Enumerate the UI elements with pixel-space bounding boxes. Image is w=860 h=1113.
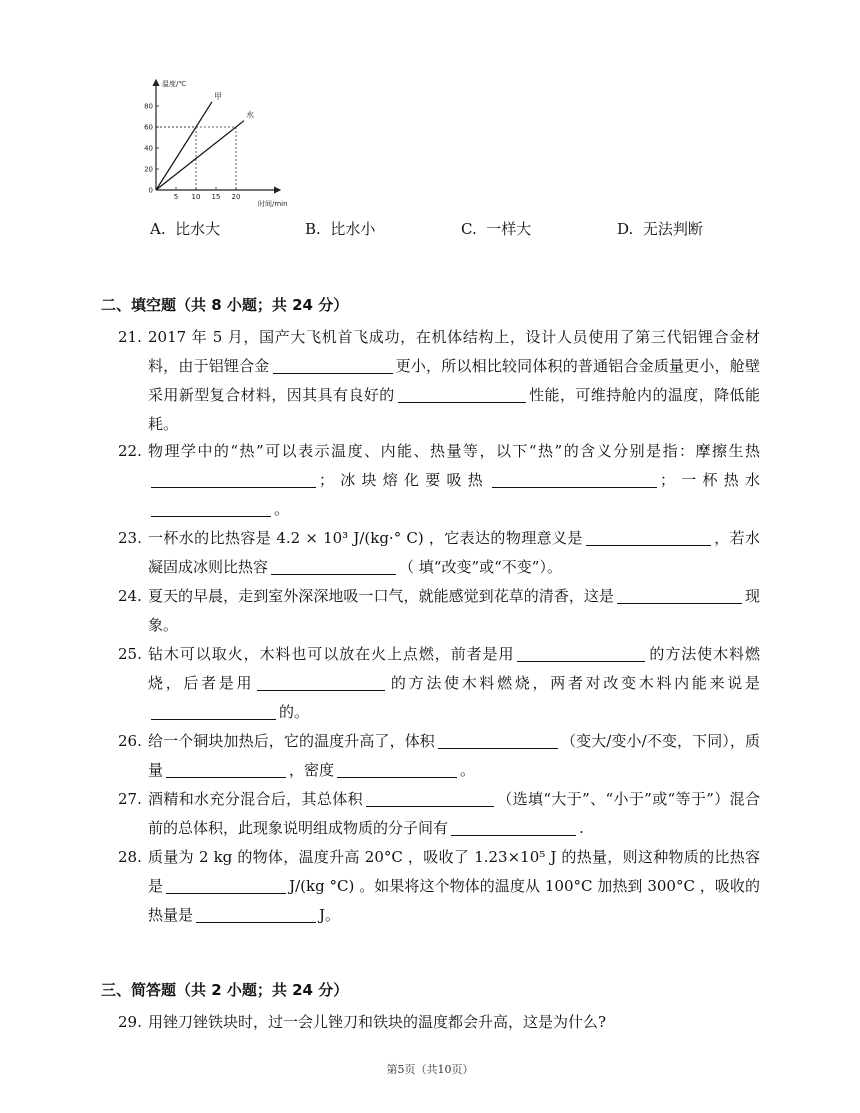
option-a-text: 比水大 bbox=[175, 220, 221, 238]
answer-blank[interactable] bbox=[617, 584, 742, 604]
question-text: 。 bbox=[460, 761, 476, 779]
question-number: 28. bbox=[118, 848, 142, 866]
x-tick-label: 10 bbox=[191, 193, 201, 201]
question-26 bbox=[118, 727, 760, 785]
answer-blank[interactable] bbox=[196, 903, 316, 923]
series-label-1: 甲 bbox=[214, 91, 222, 101]
question-24 bbox=[118, 582, 760, 640]
question-text: J/(kg °C) 。如果将这个物体的温度从 100°C 加热到 300°C ，吸收的热量是 bbox=[148, 877, 760, 924]
answer-blank[interactable] bbox=[273, 354, 393, 374]
option-a[interactable] bbox=[150, 218, 220, 239]
question-text: . bbox=[579, 819, 584, 837]
answer-blank[interactable] bbox=[166, 874, 286, 894]
question-number: 21. bbox=[118, 328, 142, 346]
question-text: ，若水凝固成冰则比热容 bbox=[148, 529, 760, 576]
question-27 bbox=[118, 785, 760, 843]
y-tick-label: 80 bbox=[144, 102, 153, 111]
question-text: 用锉刀锉铁块时，过一会儿锉刀和铁块的温度都会升高，这是为什么? bbox=[148, 1013, 607, 1031]
question-number: 22. bbox=[118, 442, 142, 460]
question-number: 26. bbox=[118, 732, 142, 750]
question-text: 的。 bbox=[279, 703, 310, 721]
question-text: 2017 年 5 月，国产大飞机首飞成功，在机体结构上，设计人员使用了第三代铝锂合金材料，由于铝锂合金 bbox=[148, 328, 760, 375]
y-tick-label: 40 bbox=[144, 144, 153, 153]
answer-blank[interactable] bbox=[438, 729, 558, 749]
series-label-2: 水 bbox=[246, 110, 254, 120]
section-heading-fill-in: 二、填空题（共 8 小题；共 24 分） bbox=[101, 296, 349, 314]
answer-blank[interactable] bbox=[398, 383, 526, 403]
x-tick-label: 15 bbox=[211, 193, 221, 201]
question-number: 29. bbox=[118, 1013, 142, 1031]
option-c-text: 一样大 bbox=[486, 220, 532, 238]
question-number: 25. bbox=[118, 645, 142, 663]
question-text: 夏天的早晨，走到室外深深地吸一口气，就能感觉到花草的清香，这是 bbox=[148, 587, 614, 605]
question-text: （ 填“改变”或“不变”）。 bbox=[399, 558, 562, 576]
question-text: （变大/变小/不变，下同），质量 bbox=[148, 732, 760, 779]
question-21 bbox=[118, 323, 760, 439]
question-text: 一杯水的比热容是 4.2 × 10³ J/(kg·° C) ，它表达的物理意义是 bbox=[148, 529, 583, 547]
question-text: 性能，可维持舱内的温度，降低能耗。 bbox=[148, 386, 760, 433]
answer-blank[interactable] bbox=[257, 671, 385, 691]
question-number: 24. bbox=[118, 587, 142, 605]
question-text: ，密度 bbox=[289, 761, 335, 779]
answer-blank[interactable] bbox=[166, 758, 286, 778]
x-tick-label: 20 bbox=[231, 193, 241, 201]
option-d[interactable] bbox=[617, 218, 703, 239]
question-text: 的方法使木料燃烧，两者对改变木料内能来说是 bbox=[388, 674, 760, 692]
question-25 bbox=[118, 640, 760, 727]
series-line-2 bbox=[156, 121, 244, 190]
answer-blank[interactable] bbox=[366, 787, 494, 807]
series-line-1 bbox=[156, 102, 212, 190]
question-text: 的方法使木料燃烧，后者是用 bbox=[148, 645, 760, 692]
answer-blank[interactable] bbox=[517, 642, 645, 662]
section-heading-short-answer: 三、简答题（共 2 小题；共 24 分） bbox=[101, 981, 349, 999]
question-number: 23. bbox=[118, 529, 142, 547]
question-22 bbox=[118, 437, 760, 524]
question-text: 。 bbox=[274, 500, 290, 518]
question-text: 物理学中的“热”可以表示温度、内能、热量等，以下“热”的含义分别是指：摩擦生热 bbox=[148, 442, 760, 460]
option-b[interactable] bbox=[305, 218, 375, 239]
question-text: J。 bbox=[319, 906, 341, 924]
answer-blank[interactable] bbox=[271, 555, 396, 575]
option-b-letter: B. bbox=[305, 220, 321, 238]
option-d-text: 无法判断 bbox=[642, 220, 703, 238]
chart-series bbox=[156, 92, 254, 190]
answer-blank[interactable] bbox=[337, 758, 457, 778]
y-tick-label: 0 bbox=[148, 186, 153, 195]
question-text: 更小，所以相比较同体积的普通铝合金质量更小，舱壁采用新型复合材料，因其具有良好的 bbox=[148, 357, 760, 404]
chart-ylabel: 温度/℃ bbox=[162, 80, 187, 88]
question-text: 质量为 2 kg 的物体，温度升高 20°C ，吸收了 1.23×10⁵ J 的热量，则这种物质的比热容是 bbox=[148, 848, 760, 895]
question-text: 钻木可以取火，木料也可以放在火上点燃，前者是用 bbox=[148, 645, 515, 663]
answer-blank[interactable] bbox=[586, 526, 711, 546]
answer-blank[interactable] bbox=[492, 468, 657, 488]
question-text: （选填“大于”、“小于”或“等于”）混合前的总体积，此现象说明组成物质的分子间有 bbox=[148, 790, 760, 837]
option-b-text: 比水小 bbox=[330, 220, 376, 238]
question-text: ；冰块熔化要吸热 bbox=[319, 471, 489, 489]
question-text: 现象。 bbox=[148, 587, 760, 634]
option-c-letter: C. bbox=[461, 220, 477, 238]
answer-blank[interactable] bbox=[451, 816, 576, 836]
answer-blank[interactable] bbox=[151, 497, 271, 517]
answer-blank[interactable] bbox=[151, 468, 316, 488]
temperature-time-chart bbox=[140, 75, 305, 215]
option-c[interactable] bbox=[461, 218, 531, 239]
chart-xlabel: 时间/min bbox=[258, 200, 288, 208]
question-29 bbox=[118, 1008, 760, 1037]
question-text: 酒精和水充分混合后，其总体积 bbox=[148, 790, 363, 808]
y-tick-label: 60 bbox=[144, 123, 153, 132]
question-text: 给一个铜块加热后，它的温度升高了，体积 bbox=[148, 732, 435, 750]
y-tick-label: 20 bbox=[144, 165, 153, 174]
x-tick-label: 5 bbox=[173, 193, 179, 201]
answer-blank[interactable] bbox=[151, 700, 276, 720]
question-text: ；一杯热水 bbox=[659, 471, 760, 489]
option-a-letter: A. bbox=[150, 220, 166, 238]
page-footer: 第5页（共10页） bbox=[386, 1063, 474, 1076]
option-d-letter: D. bbox=[617, 220, 634, 238]
question-number: 27. bbox=[118, 790, 142, 808]
question-28 bbox=[118, 843, 760, 930]
question-23 bbox=[118, 524, 760, 582]
